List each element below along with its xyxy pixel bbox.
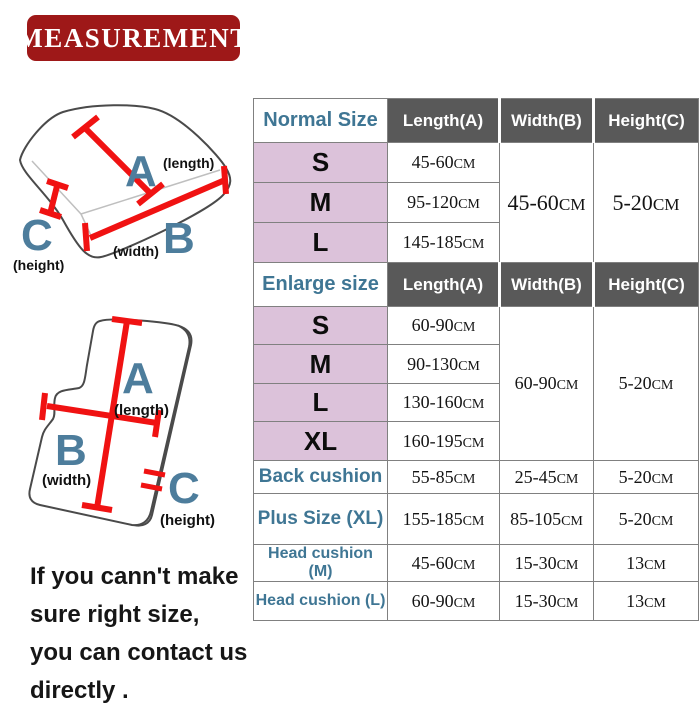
head-cushion-m-width: 15-30CM — [500, 545, 594, 582]
normal-height-value: 5-20CM — [594, 143, 699, 263]
head-cushion-l-length: 60-90CM — [388, 582, 500, 621]
head-cushion-m-label: Head cushion (M) — [254, 545, 388, 582]
head-cushion-l-label: Head cushion (L) — [254, 582, 388, 621]
back-cushion-diagram — [22, 293, 237, 541]
contact-note-line: you can contact us — [30, 639, 248, 666]
enlarge-height-value: 5-20CM — [594, 307, 699, 461]
plus-size-width: 85-105CM — [500, 494, 594, 545]
size-table — [253, 98, 699, 621]
seat-width-caption: (width) — [113, 243, 159, 259]
back-width-caption: (width) — [42, 472, 92, 489]
contact-note-line: sure right size, — [30, 601, 200, 628]
table-row — [254, 307, 699, 345]
plus-size-label: Plus Size (XL) — [254, 494, 388, 545]
normal-col-length: Length(A) — [388, 99, 500, 143]
table-row — [254, 494, 699, 545]
enlarge-xl-size: XL — [254, 422, 388, 461]
enlarge-m-length: 90-130CM — [388, 345, 500, 384]
normal-l-length: 145-185CM — [388, 223, 500, 263]
enlarge-width-value: 60-90CM — [500, 307, 594, 461]
table-row — [254, 545, 699, 582]
normal-s-size: S — [254, 143, 388, 183]
back-length-letter: A — [122, 354, 154, 403]
seat-cushion-diagram — [5, 98, 255, 290]
back-cushion-length: 55-85CM — [388, 461, 500, 494]
enlarge-s-size: S — [254, 307, 388, 345]
back-cushion-width: 25-45CM — [500, 461, 594, 494]
enlarge-s-length: 60-90CM — [388, 307, 500, 345]
back-length-caption: (length) — [114, 402, 169, 419]
back-cushion-height: 5-20CM — [594, 461, 699, 494]
seat-width-letter: B — [163, 214, 195, 263]
enlarge-l-size: L — [254, 384, 388, 422]
head-cushion-m-length: 45-60CM — [388, 545, 500, 582]
measurement-title-banner — [17, 15, 250, 61]
table-row — [254, 143, 699, 183]
table-row — [254, 582, 699, 621]
table-row — [254, 263, 699, 307]
contact-note-line: directly . — [30, 677, 129, 704]
normal-m-size: M — [254, 183, 388, 223]
enlarge-size-header-label: Enlarge size — [254, 263, 388, 307]
enlarge-col-width: Width(B) — [500, 263, 594, 307]
contact-note-line: If you cann't make — [30, 563, 239, 590]
normal-col-width: Width(B) — [500, 99, 594, 143]
table-row — [254, 461, 699, 494]
enlarge-l-length: 130-160CM — [388, 384, 500, 422]
back-height-caption: (height) — [160, 512, 215, 529]
back-width-letter: B — [55, 426, 87, 475]
table-row — [254, 99, 699, 143]
normal-s-length: 45-60CM — [388, 143, 500, 183]
normal-size-header-label: Normal Size — [254, 99, 388, 143]
head-cushion-l-height: 13CM — [594, 582, 699, 621]
head-cushion-m-height: 13CM — [594, 545, 699, 582]
seat-length-caption: (length) — [163, 155, 215, 171]
normal-m-length: 95-120CM — [388, 183, 500, 223]
head-cushion-l-width: 15-30CM — [500, 582, 594, 621]
contact-note — [30, 558, 265, 710]
back-cushion-label: Back cushion — [254, 461, 388, 494]
page-title: MEASUREMENT — [17, 22, 250, 53]
enlarge-m-size: M — [254, 345, 388, 384]
enlarge-col-height: Height(C) — [594, 263, 699, 307]
back-height-letter: C — [168, 464, 200, 513]
seat-length-letter: A — [125, 147, 157, 196]
normal-l-size: L — [254, 223, 388, 263]
plus-size-height: 5-20CM — [594, 494, 699, 545]
plus-size-length: 155-185CM — [388, 494, 500, 545]
seat-height-letter: C — [21, 211, 53, 260]
enlarge-xl-length: 160-195CM — [388, 422, 500, 461]
seat-height-caption: (height) — [13, 257, 65, 273]
enlarge-col-length: Length(A) — [388, 263, 500, 307]
normal-col-height: Height(C) — [594, 99, 699, 143]
normal-width-value: 45-60CM — [500, 143, 594, 263]
